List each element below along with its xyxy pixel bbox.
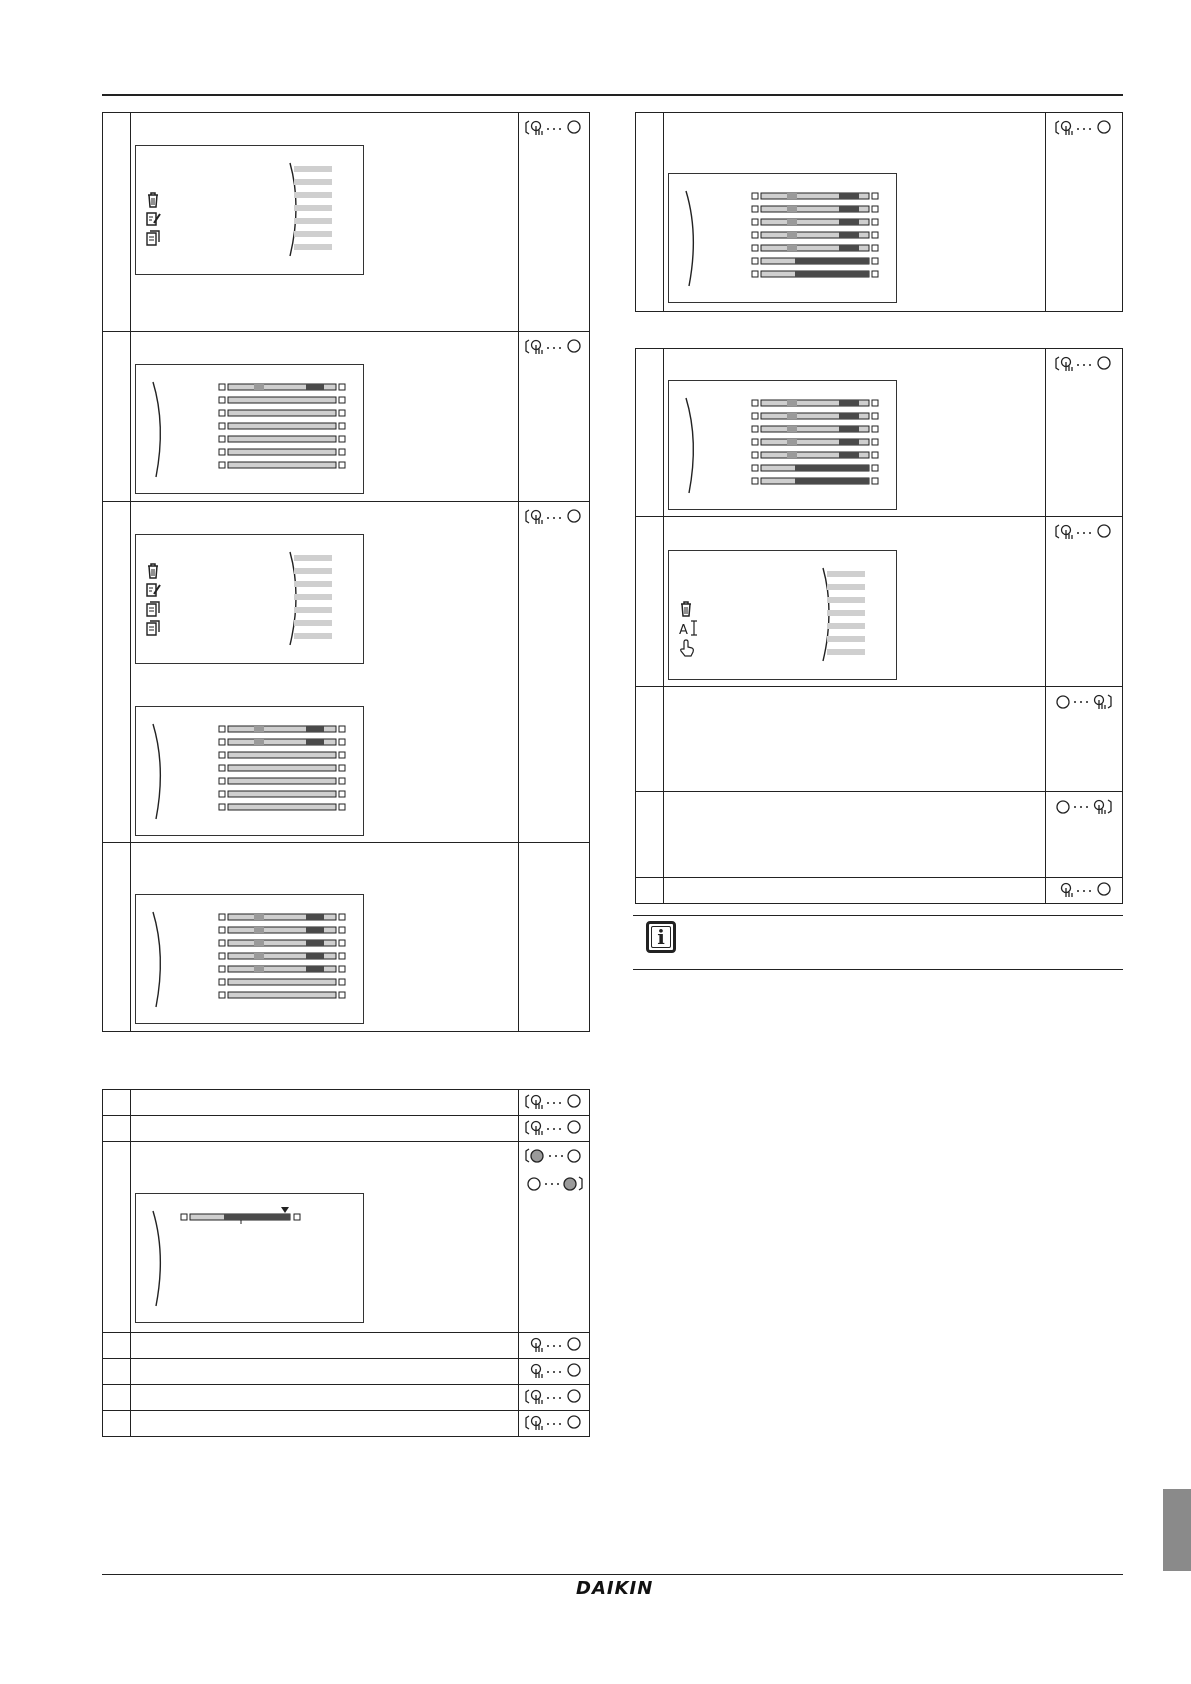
menu-screen-3 (668, 550, 897, 680)
trash-icon (146, 563, 160, 579)
press-hand-icon[interactable] (1055, 798, 1113, 816)
press-hand-icon[interactable] (525, 1336, 583, 1354)
press-hand-icon[interactable] (1055, 355, 1113, 373)
press-hand-icon[interactable] (525, 1119, 583, 1137)
press-hand-icon[interactable] (1055, 523, 1113, 541)
brand-logo: DAIKIN (576, 1578, 654, 1599)
press-hand-icon[interactable] (525, 1388, 583, 1406)
trash-icon (679, 601, 693, 617)
copy-icon (146, 601, 160, 617)
footer-rule (102, 1574, 1123, 1575)
schedule-screen-1 (135, 364, 364, 494)
left-knob-icon[interactable] (525, 1147, 583, 1165)
menu-screen-2 (135, 534, 364, 664)
info-rule-top (633, 915, 1123, 916)
press-hand-icon[interactable] (525, 1414, 583, 1432)
schedule-screen-3 (135, 894, 364, 1024)
press-hand-icon[interactable] (1055, 881, 1113, 899)
press-hand-icon[interactable] (525, 119, 583, 137)
schedule-screen-2 (135, 706, 364, 836)
edit-icon (146, 211, 162, 227)
press-hand-icon[interactable] (1055, 693, 1113, 711)
info-icon: i (646, 921, 676, 953)
copy-icon (146, 620, 160, 636)
schedule-screen-5 (668, 380, 897, 510)
press-hand-icon[interactable] (525, 338, 583, 356)
menu-screen-1 (135, 145, 364, 275)
schedule-screen-4 (668, 173, 897, 303)
copy-icon (146, 230, 160, 246)
header-rule (102, 94, 1123, 96)
press-hand-icon[interactable] (1055, 119, 1113, 137)
trash-icon (146, 192, 160, 208)
press-hand-icon[interactable] (525, 1093, 583, 1111)
right-knob-icon[interactable] (525, 1175, 583, 1193)
edit-icon (146, 582, 162, 598)
chapter-tab (1163, 1489, 1191, 1571)
slider-screen (135, 1193, 364, 1323)
svg-text:A: A (679, 623, 688, 636)
icon-cell (519, 113, 590, 332)
text-edit-icon (679, 620, 699, 636)
press-hand-icon[interactable] (525, 508, 583, 526)
press-hand-icon[interactable] (525, 1362, 583, 1380)
info-rule-bottom (633, 969, 1123, 970)
menu-screen-graphic (136, 146, 363, 274)
touch-icon (679, 639, 695, 657)
